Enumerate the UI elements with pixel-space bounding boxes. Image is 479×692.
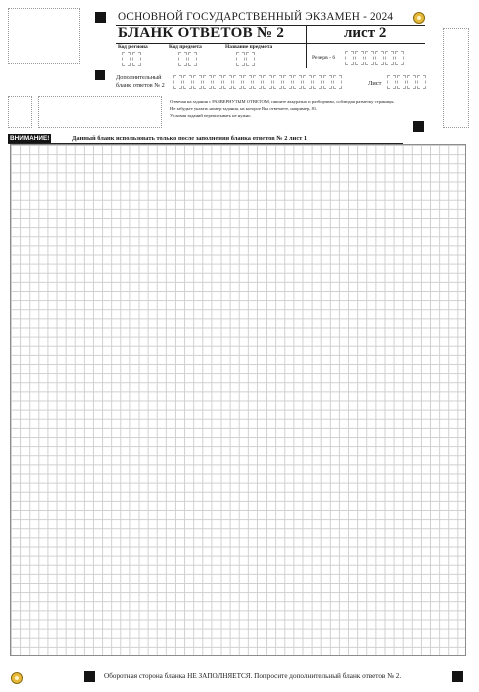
sheet-field[interactable]	[387, 75, 427, 94]
subject-name-cell[interactable]	[246, 52, 255, 66]
notice-badge: ВНИМАНИЕ!	[10, 135, 50, 142]
additional-form-cell[interactable]	[333, 75, 342, 89]
subject-code-label: Код предмета	[169, 44, 202, 50]
region-code-cell[interactable]	[132, 52, 141, 66]
reserve-cell[interactable]	[375, 51, 384, 65]
additional-form-cell[interactable]	[203, 75, 212, 89]
subject-code-cell[interactable]	[188, 52, 197, 66]
form-title: БЛАНК ОТВЕТОВ № 2	[118, 25, 285, 41]
reserve-cell[interactable]	[355, 51, 364, 65]
additional-form-field[interactable]	[173, 75, 343, 94]
sheet-cell[interactable]	[407, 75, 416, 89]
sheet-cell[interactable]	[397, 75, 406, 89]
reserve-cell[interactable]	[345, 51, 354, 65]
alignment-marker-mid-right	[413, 121, 424, 132]
additional-form-cell[interactable]	[243, 75, 252, 89]
additional-form-cell[interactable]	[253, 75, 262, 89]
additional-form-cell[interactable]	[263, 75, 272, 89]
seal-icon-top	[413, 12, 425, 24]
footer-text: Оборотная сторона бланка НЕ ЗАПОЛНЯЕТСЯ. Попросите дополнительный бланк ответов № 2.	[104, 672, 402, 680]
sheet-cell[interactable]	[387, 75, 396, 89]
alignment-marker-bottom-right	[452, 671, 463, 682]
side-box-left-1	[8, 96, 32, 128]
reserve-label: Резерв - 6	[312, 55, 336, 61]
sheet-label: лист 2	[344, 25, 387, 41]
additional-form-cell[interactable]	[303, 75, 312, 89]
subject-code-cell[interactable]	[178, 52, 187, 66]
additional-form-cell[interactable]	[233, 75, 242, 89]
additional-form-label: Дополнительный бланк ответов № 2	[116, 74, 165, 89]
subject-name-cell[interactable]	[236, 52, 245, 66]
seal-icon-bottom	[11, 672, 23, 684]
notice-text: Данный бланк использовать только после заполнения бланка ответов № 2 лист 1	[72, 135, 308, 142]
reserve-cell[interactable]	[365, 51, 374, 65]
instruction-line-2: Не забудьте указать номер задания, на которое Вы отвечаете, например, 81.	[170, 106, 318, 111]
instructions	[170, 98, 432, 119]
subject-code-field[interactable]	[178, 52, 198, 71]
barcode-area-right	[443, 28, 469, 128]
additional-form-cell[interactable]	[183, 75, 192, 89]
alignment-marker-bottom-left	[84, 671, 95, 682]
sheet-divider	[306, 26, 307, 68]
barcode-area-left	[8, 8, 80, 64]
alignment-marker-top-left	[95, 12, 106, 23]
reserve-cell[interactable]	[385, 51, 394, 65]
additional-form-cell[interactable]	[213, 75, 222, 89]
additional-form-cell[interactable]	[173, 75, 182, 89]
alignment-marker-mid-left	[95, 70, 105, 80]
sheet-field-label: Лист	[368, 80, 382, 87]
additional-form-cell[interactable]	[273, 75, 282, 89]
subject-name-label: Название предмета	[225, 44, 273, 50]
additional-form-cell[interactable]	[293, 75, 302, 89]
additional-form-cell[interactable]	[313, 75, 322, 89]
region-code-cell[interactable]	[122, 52, 131, 66]
region-code-label: Код региона	[118, 44, 148, 50]
additional-form-cell[interactable]	[283, 75, 292, 89]
subject-name-field[interactable]	[236, 52, 256, 71]
additional-form-cell[interactable]	[323, 75, 332, 89]
reserve-cell[interactable]	[395, 51, 404, 65]
side-box-left-2	[38, 96, 162, 128]
answer-grid[interactable]	[10, 144, 466, 656]
instruction-line-3: Условия заданий переписывать не нужно.	[170, 113, 252, 118]
exam-title: ОСНОВНОЙ ГОСУДАРСТВЕННЫЙ ЭКЗАМЕН - 2024	[118, 11, 394, 23]
instruction-line-1: Отвечая на задания с РАЗВЕРНУТЫМ ОТВЕТОМ, пишите аккуратно и разборчиво, соблюдая разметку страницы.	[170, 99, 395, 104]
additional-form-cell[interactable]	[223, 75, 232, 89]
region-code-field[interactable]	[122, 52, 142, 71]
additional-form-cell[interactable]	[193, 75, 202, 89]
sheet-cell[interactable]	[417, 75, 426, 89]
reserve-field[interactable]	[345, 51, 405, 70]
